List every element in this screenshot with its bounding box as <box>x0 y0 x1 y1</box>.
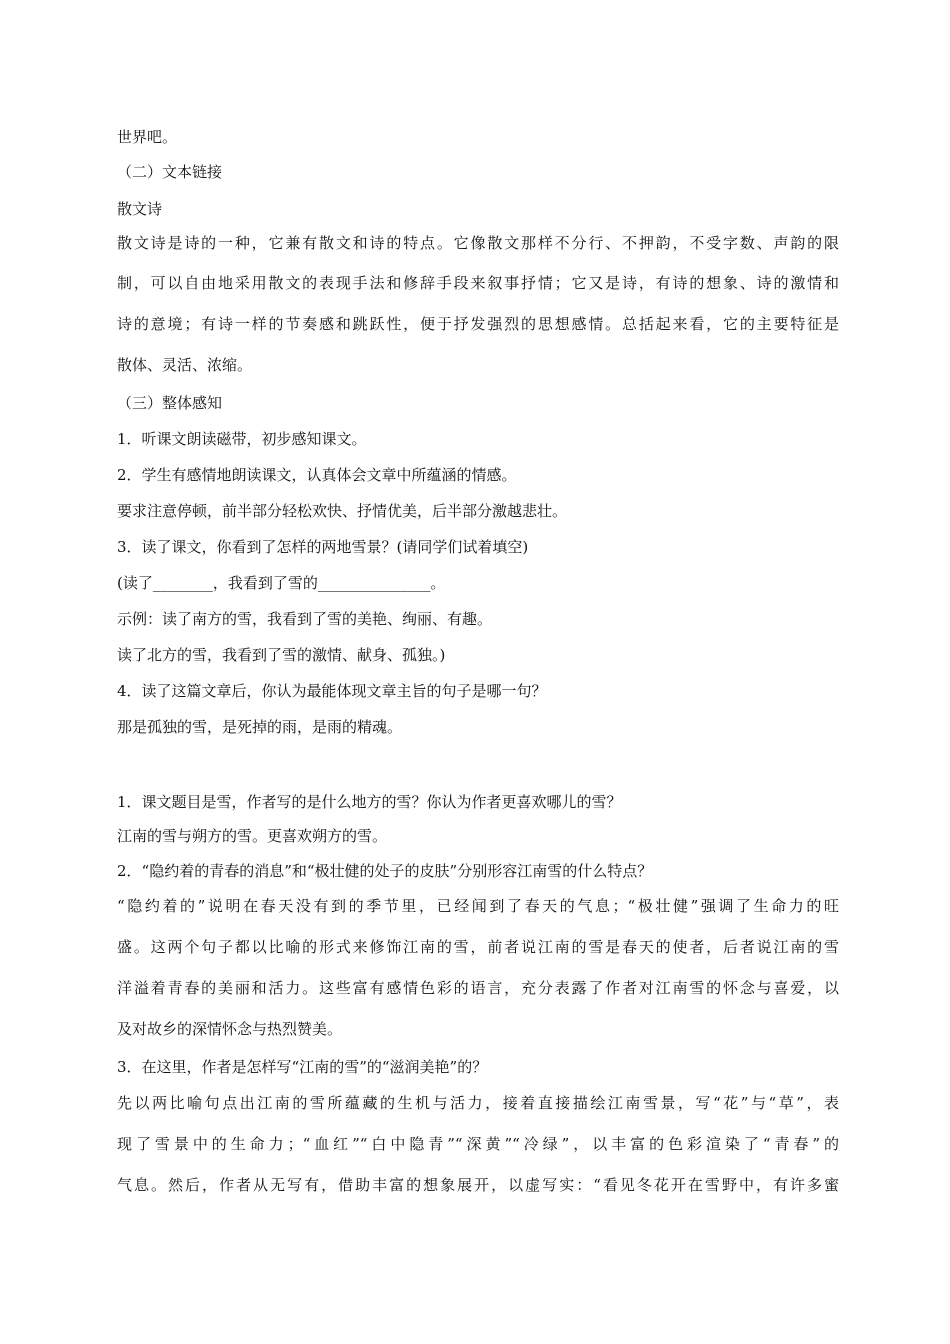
answer: 气息。然后，作者从无写有，借助丰富的想象展开，以虚写实：“看见冬花开在雪野中，有许多蜜 <box>117 1176 839 1194</box>
list-item: 2．学生有感情地朗读课文，认真体会文章中所蕴涵的情感。 <box>117 466 517 484</box>
list-item: 1．听课文朗读磁带，初步感知课文。 <box>117 430 367 448</box>
answer: 江南的雪与朔方的雪。更喜欢朔方的雪。 <box>117 827 388 845</box>
answer: 先以两比喻句点出江南的雪所蕴藏的生机与活力，接着直接描绘江南雪景，写“花”与“草”，表 <box>117 1094 839 1112</box>
list-item: 4．读了这篇文章后，你认为最能体现文章主旨的句子是哪一句？ <box>117 682 547 700</box>
list-item: 3．读了课文，你看到了怎样的两地雪景？(请同学们试着填空) <box>117 538 529 556</box>
fill-in-blank: (读了________，我看到了雪的_______________。 <box>117 574 446 592</box>
question: 3．在这里，作者是怎样写“江南的雪”的“滋润美艳”的？ <box>117 1058 488 1076</box>
question: 1．课文题目是雪，作者写的是什么地方的雪？你认为作者更喜欢哪儿的雪？ <box>117 793 622 811</box>
text-line: 读了北方的雪，我看到了雪的激情、献身、孤独。) <box>117 646 446 664</box>
question: 2．“隐约着的青春的消息”和“极壮健的处子的皮肤”分别形容江南雪的什么特点？ <box>117 862 653 880</box>
answer: 盛。这两个句子都以比喻的形式来修饰江南的雪，前者说江南的雪是春天的使者，后者说江南的雪 <box>117 938 839 956</box>
answer: “隐约着的”说明在春天没有到的季节里，已经闻到了春天的气息；“极壮健”强调了生命力的旺 <box>117 897 839 915</box>
text-line: 制，可以自由地采用散文的表现手法和修辞手段来叙事抒情；它又是诗，有诗的想象、诗的激情和 <box>117 274 839 292</box>
text-line: 要求注意停顿，前半部分轻松欢快、抒情优美，后半部分激越悲壮。 <box>117 502 568 520</box>
subheading: 散文诗 <box>117 200 163 218</box>
text-line: 散体、灵活、浓缩。 <box>117 356 253 374</box>
section-heading: （二）文本链接 <box>117 163 223 181</box>
section-heading: （三）整体感知 <box>117 394 223 412</box>
text-line: 世界吧。 <box>117 128 178 146</box>
answer: 现了雪景中的生命力；“血红”“白中隐青”“深黄”“冷绿”，以丰富的色彩渲染了“青春”的 <box>117 1135 839 1153</box>
text-line: 那是孤独的雪，是死掉的雨，是雨的精魂。 <box>117 718 403 736</box>
answer: 洋溢着青春的美丽和活力。这些富有感情色彩的语言，充分表露了作者对江南雪的怀念与喜爱，以 <box>117 979 839 997</box>
answer: 及对故乡的深情怀念与热烈赞美。 <box>117 1020 343 1038</box>
text-line: 散文诗是诗的一种，它兼有散文和诗的特点。它像散文那样不分行、不押韵，不受字数、声韵的限 <box>117 234 839 252</box>
text-line: 诗的意境；有诗一样的节奏感和跳跃性，便于抒发强烈的思想感情。总括起来看，它的主要特征是 <box>117 315 839 333</box>
text-line: 示例：读了南方的雪，我看到了雪的美艳、绚丽、有趣。 <box>117 610 493 628</box>
